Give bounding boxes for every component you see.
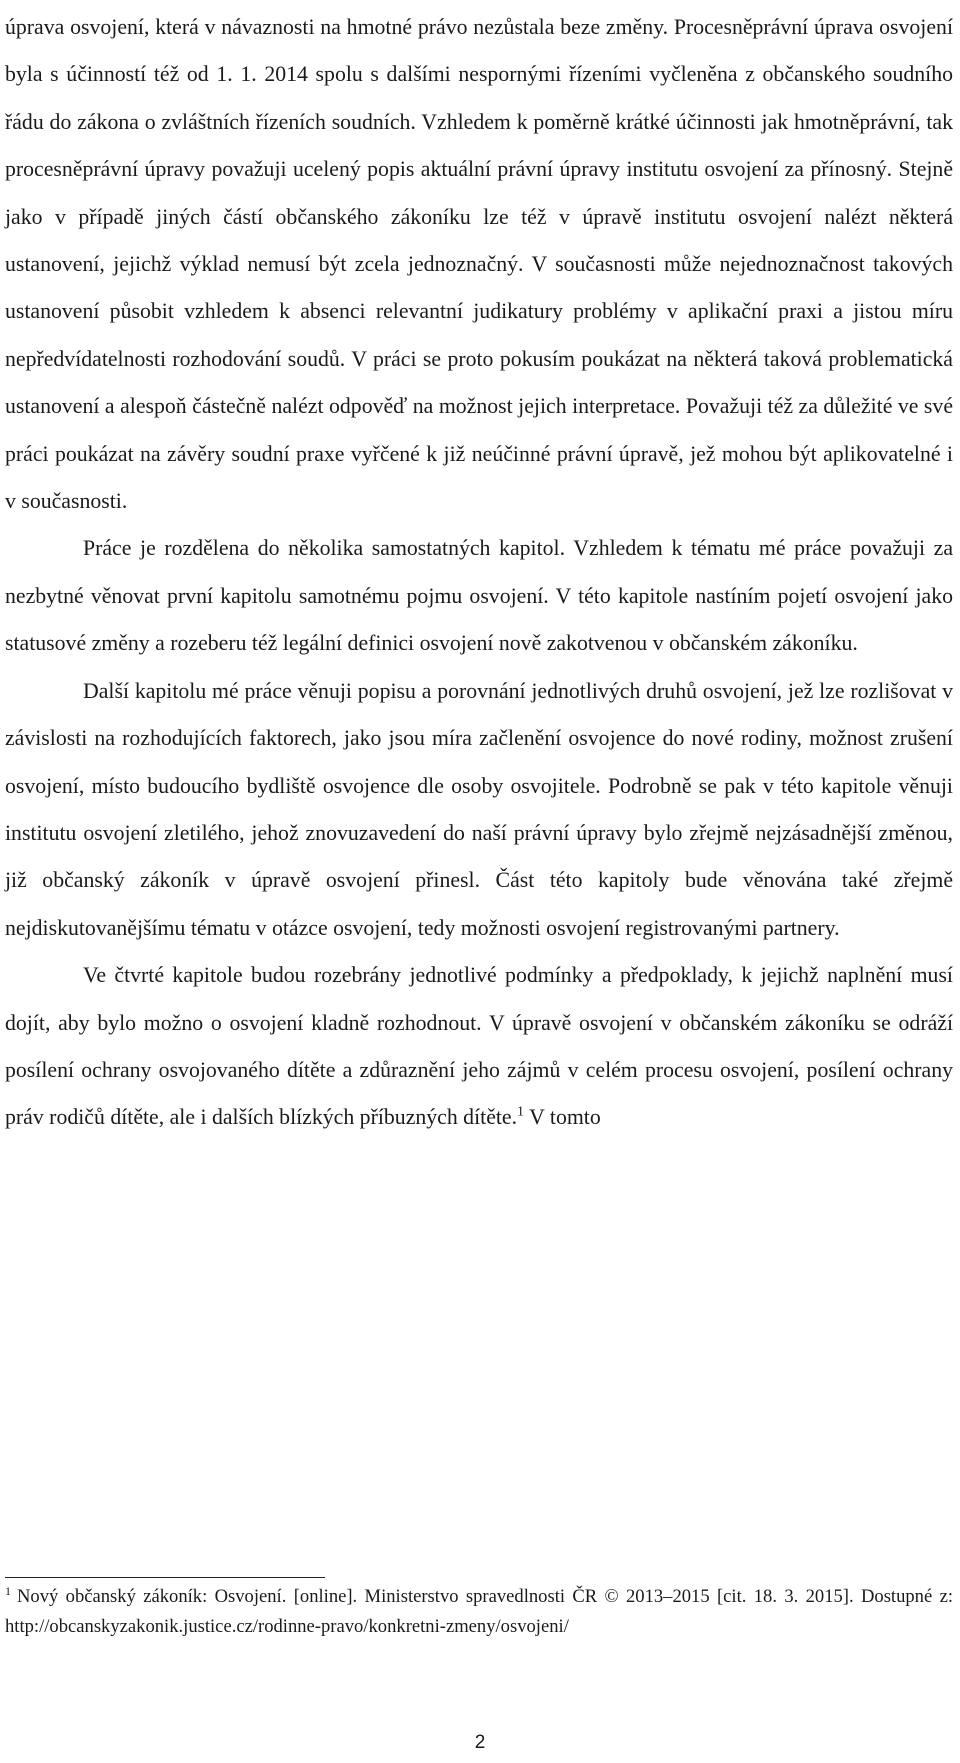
page-number: 2 (474, 1732, 486, 1753)
footnote-mark: 1 (5, 1583, 11, 1598)
footnote (5, 1582, 953, 1642)
footnote-divider (5, 1577, 325, 1578)
paragraph-chapter-structure: Práce je rozdělena do několika samostatných kapitol. Vzhledem k tématu mé práce považuji za nezbytné věnovat první kapitolu samotnému pojmu osvojení. V této kapitole nastíním pojetí osvojení jako statusové změny a rozeberu též legální definici osvojení nově zakotvenou v občanském zákoníku. (5, 536, 953, 656)
paragraph-conditions-text: Ve čtvrté kapitole budou rozebrány jednotlivé podmínky a předpoklady, k jejichž naplnění musí dojít, aby bylo možno o osvojení kladně rozhodnout. V úpravě osvojení v občanském zákoníku se odráží posílení ochrany osvojovaného dítěte a zdůraznění jeho zájmů v celém procesu osvojení, posílení ochrany práv rodičů dítěte, ale i dalších blízkých příbuzných dítěte. (5, 963, 953, 1130)
paragraph-intro-continuation: úprava osvojení, která v návaznosti na hmotné právo nezůstala beze změny. Procesněprávní úprava osvojení byla s účinností též od 1. 1. 2014 spolu s dalšími nespornými řízeními vyčleněna z občanského soudního řádu do zákona o zvláštních řízeních soudních. Vzhledem k poměrně krátké účinnosti jak hmotněprávní, tak procesněprávní úpravy považuji ucelený popis aktuální právní úpravy institutu osvojení za přínosný. Stejně jako v případě jiných částí občanského zákoníku lze též v úpravě institutu osvojení nalézt některá ustanovení, jejichž výklad nemusí být zcela jednoznačný. V současnosti může nejednoznačnost takových ustanovení působit vzhledem k absenci relevantní judikatury problémy v aplikační praxi a jistou míru nepředvídatelnosti rozhodování soudů. V práci se proto pokusím poukázat na některá taková problematická ustanovení a alespoň částečně nalézt odpověď na možnost jejich interpretace. Považuji též za důležité ve své práci poukázat na závěry soudní praxe vyřčené k již neúčinné právní úpravě, jež mohou být aplikovatelné i v současnosti. (5, 15, 953, 514)
paragraph-adoption-types: Další kapitolu mé práce věnuji popisu a porovnání jednotlivých druhů osvojení, jež lze rozlišovat v závislosti na rozhodujících faktorech, jako jsou míra začlenění osvojence do nové rodiny, možnost zrušení osvojení, místo budoucího bydliště osvojence dle osoby osvojitele. Podrobně se pak v této kapitole věnuji institutu osvojení zletilého, jehož znovuzavedení do naší právní úpravy bylo zřejmě nejzásadnější změnou, již občanský zákoník v úpravě osvojení přinesl. Část této kapitoly bude věnována také zřejmě nejdiskutovanějšímu tématu v otázce osvojení, tedy možnosti osvojení registrovanými partnery. (5, 678, 953, 940)
footnote-text: Nový občanský zákoník: Osvojení. [online]. Ministerstvo spravedlnosti ČR © 2013–2015 [cit. 18. 3. 2015]. Dostupné z: http://obcanskyzakonik.justice.cz/rodinne-pravo/konkretni-zmeny/osvojeni/ (5, 1586, 953, 1637)
paragraph-conditions (5, 952, 953, 1142)
paragraph-conditions-tail: V tomto (524, 1105, 601, 1130)
footnote-reference[interactable]: 1 (517, 1105, 525, 1121)
body-text (5, 4, 953, 1142)
